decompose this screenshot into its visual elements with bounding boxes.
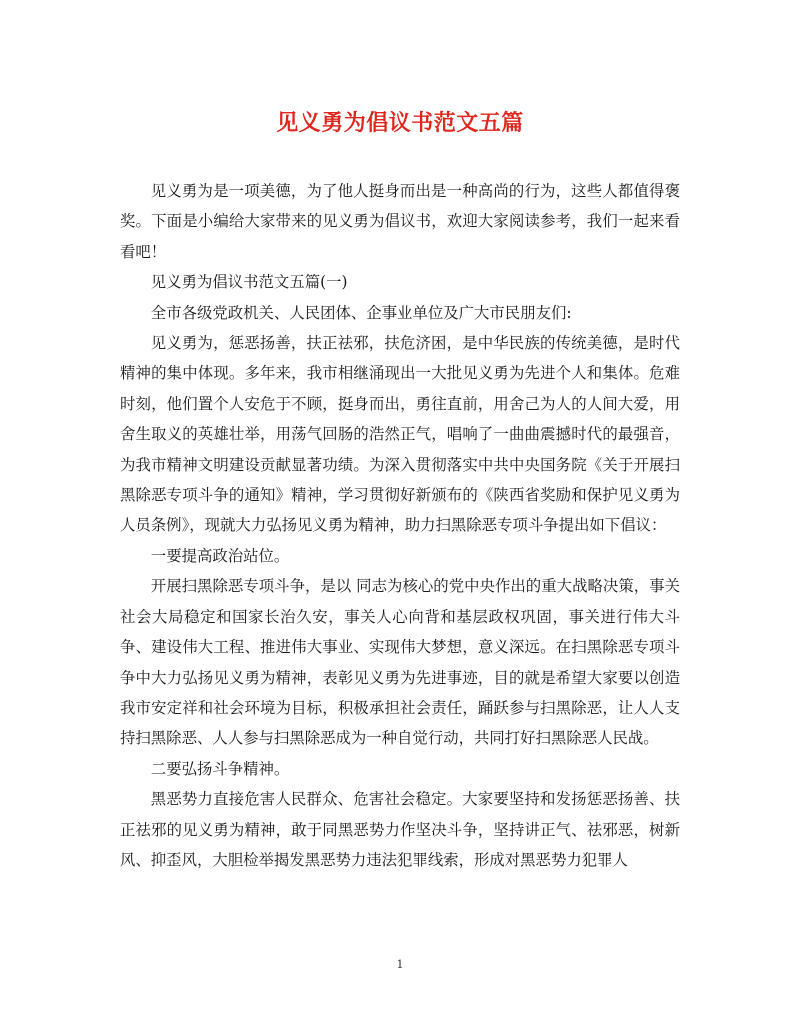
document-title: 见义勇为倡议书范文五篇 — [276, 110, 524, 136]
intro-paragraph: 见义勇为是一项美德，为了他人挺身而出是一种高尚的行为，这些人都值得褒奖。下面是小编给大家带来的见义勇为倡议书，欢迎大家阅读参考，我们一起来看看吧！ — [120, 182, 680, 261]
body-paragraph: 开展扫黑除恶专项斗争，是以 同志为核心的党中央作出的重大战略决策，事关社会大局稳定和国家长治久安，事关人心向背和基层政权巩固，事关进行伟大斗争、建设伟大工程、推进伟大事业、实现伟大梦想，意义深远。在扫黑除恶专项斗争中大力弘扬见义勇为精神，表彰见义勇为先进事迹，目的就是希望大家要以创造我市安定祥和社会环境为目标，积极承担社会责任，踊跃参与扫黑除恶，让人人支持扫黑除恶、人人参与扫黑除恶成为一种自觉行动，共同打好扫黑除恶人民战。 — [120, 577, 680, 748]
point-heading: 一要提高政治站位。 — [150, 546, 290, 565]
salutation: 全市各级党政机关、人民团体、企事业单位及广大市民朋友们: — [150, 303, 572, 322]
point-heading: 二要弘扬斗争精神。 — [150, 759, 290, 778]
document-body — [120, 176, 680, 875]
body-paragraph: 黑恶势力直接危害人民群众、危害社会稳定。大家要坚持和发扬惩恶扬善、扶正祛邪的见义勇为精神，敢于同黑恶势力作坚决斗争，坚持讲正气、祛邪恶，树新风、抑歪风，大胆检举揭发黑恶势力违法犯罪线索，形成对黑恶势力犯罪人 — [120, 790, 680, 869]
section-heading: 见义勇为倡议书范文五篇(一) — [150, 273, 348, 292]
page-number: 1 — [396, 958, 404, 971]
body-paragraph: 见义勇为，惩恶扬善，扶正祛邪，扶危济困，是中华民族的传统美德，是时代精神的集中体现。多年来，我市相继涌现出一大批见义勇为先进个人和集体。危难时刻，他们置个人安危于不顾，挺身而出，勇往直前，用舍己为人的人间大爱，用舍生取义的英雄壮举，用荡气回肠的浩然正气，唱响了一曲曲震撼时代的最强音，为我市精神文明建设贡献显著功绩。为深入贯彻落实中共中央国务院《关于开展扫黑除恶专项斗争的通知》精神，学习贯彻好新颁布的《陕西省奖励和保护见义勇为人员条例》，现就大力弘扬见义勇为精神，助力扫黑除恶专项斗争提出如下倡议： — [120, 334, 680, 535]
